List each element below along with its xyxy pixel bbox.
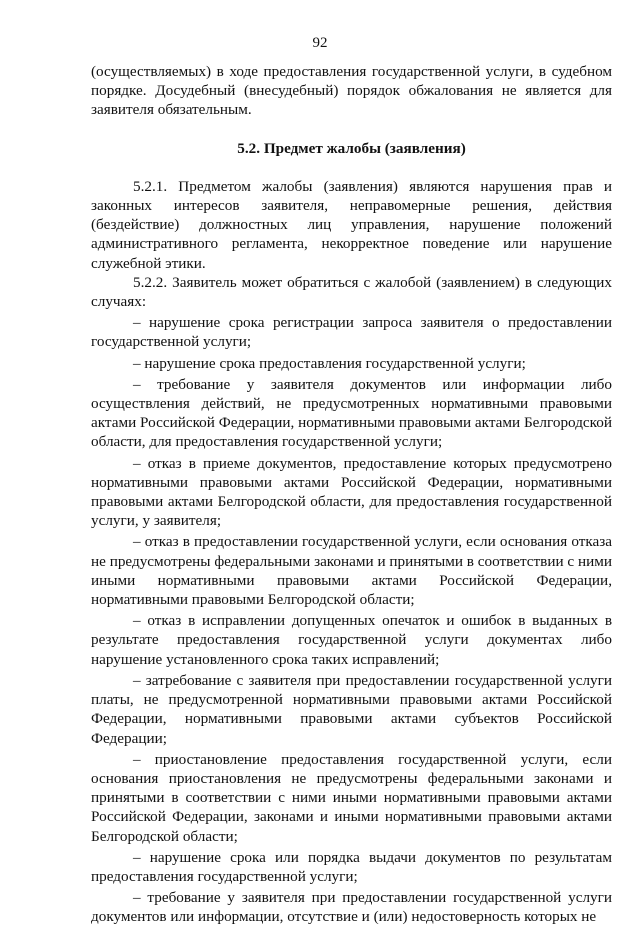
case-item: – нарушение срока или порядка выдачи документов по результатам предоставления государственной услуги; bbox=[91, 848, 612, 885]
case-item: – требование у заявителя документов или информации либо осуществления действий, не предусмотренных нормативными правовыми актами Российской Федерации, нормативными правовыми актами Белгородской области, для предоставления государственной услуги; bbox=[91, 375, 612, 451]
intro-paragraph: (осуществляемых) в ходе предоставления государственной услуги, в судебном порядке. Досудебный (внесудебный) порядок обжалования не является для заявителя обязательным. bbox=[91, 63, 612, 119]
case-item: – отказ в исправлении допущенных опечаток и ошибок в выданных в результате предоставления государственной услуги документах либо нарушение установленного срока таких исправлений; bbox=[91, 612, 612, 668]
document-body bbox=[91, 62, 612, 927]
case-item: – отказ в приеме документов, предоставление которых предусмотрено нормативными правовыми актами Российской Федерации, нормативными правовыми актами Белгородской области, для предоставления государственной услуги, у заявителя; bbox=[91, 454, 612, 530]
case-item: – нарушение срока предоставления государственной услуги; bbox=[133, 354, 526, 372]
case-item: – нарушение срока регистрации запроса заявителя о предоставлении государственной услуги; bbox=[91, 314, 612, 351]
section-heading: 5.2. Предмет жалобы (заявления) bbox=[237, 139, 466, 157]
case-item: – отказ в предоставлении государственной услуги, если основания отказа не предусмотрены федеральными законами и принятыми в соответствии с ними иными нормативными правовыми актами Российской Федерации, нормативными правовыми Белгородской области; bbox=[91, 533, 612, 609]
case-item: – затребование с заявителя при предоставлении государственной услуги платы, не предусмотренной нормативными правовыми актами Российской Федерации, нормативными правовыми актами субъектов Российской Федерации; bbox=[91, 671, 612, 747]
case-item: – требование у заявителя при предоставлении государственной услуги документов или информации, отсутствие и (или) недостоверность которых не bbox=[91, 889, 612, 926]
page-number: 92 bbox=[312, 35, 328, 51]
clause-5-2-2: 5.2.2. Заявитель может обратиться с жалобой (заявлением) в следующих случаях: bbox=[91, 273, 612, 311]
case-item: – приостановление предоставления государственной услуги, если основания приостановления не предусмотрены федеральными законами и принятыми в соответствии с ними иными нормативными правовыми актами Российской Федерации, законами и иными нормативными правовыми актами Белгородской области; bbox=[91, 750, 612, 845]
clause-5-2-1: 5.2.1. Предметом жалобы (заявления) являются нарушения прав и законных интересов заявителя, неправомерные решения, действия (бездействие) должностных лиц управления, нарушение положений административного регламента, некорректное поведение или нарушение служебной этики. bbox=[91, 177, 612, 272]
